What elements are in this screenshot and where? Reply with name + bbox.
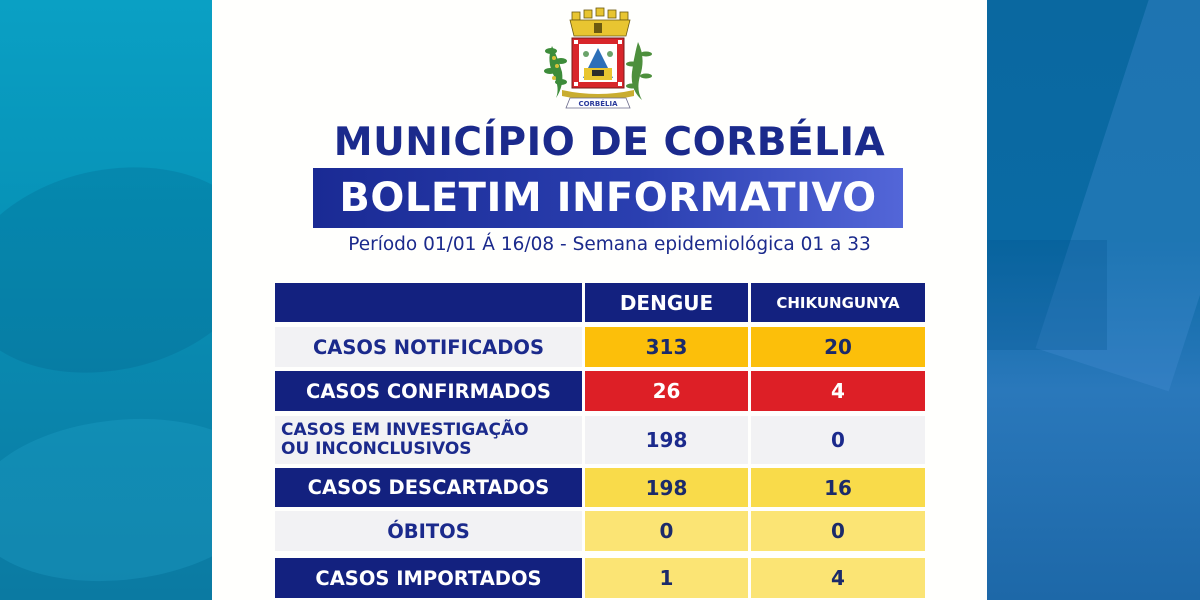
dengue-notified-value: 313 xyxy=(585,327,748,367)
municipal-crest-icon xyxy=(542,6,654,112)
row-label-discarded: CASOS DESCARTADOS xyxy=(275,468,582,507)
bulletin-panel xyxy=(212,0,987,600)
table-row xyxy=(275,468,925,507)
row-label-investigation xyxy=(275,416,582,464)
table-row xyxy=(275,371,925,411)
row-label-confirmed: CASOS CONFIRMADOS xyxy=(275,371,582,411)
svg-text:CORBÉLIA: CORBÉLIA xyxy=(578,100,618,108)
row-label-imported: CASOS IMPORTADOS xyxy=(275,558,582,598)
table-row xyxy=(275,327,925,367)
period-subtitle: Período 01/01 Á 16/08 - Semana epidemiológica 01 a 33 xyxy=(348,234,871,255)
dengue-imported-value: 1 xyxy=(585,558,748,598)
row-label-notified: CASOS NOTIFICADOS xyxy=(275,327,582,367)
dengue-discarded-value: 198 xyxy=(585,468,748,507)
chikungunya-investigation-value: 0 xyxy=(751,416,925,464)
chikungunya-confirmed-value: 4 xyxy=(751,371,925,411)
bulletin-banner: BOLETIM INFORMATIVO xyxy=(313,168,903,228)
table-row xyxy=(275,558,925,598)
table-header-row xyxy=(275,283,925,322)
chikungunya-deaths-value: 0 xyxy=(751,511,925,551)
header-chikungunya: CHIKUNGUNYA xyxy=(751,283,925,322)
background-left-photo xyxy=(0,0,212,600)
header-empty-cell xyxy=(275,283,582,322)
table-row xyxy=(275,416,925,464)
dengue-confirmed-value: 26 xyxy=(585,371,748,411)
table-row xyxy=(275,511,925,551)
row-label-investigation-line2: OU INCONCLUSIVOS xyxy=(281,439,472,459)
row-label-deaths: ÓBITOS xyxy=(275,511,582,551)
background-right-photo xyxy=(987,0,1200,600)
chikungunya-notified-value: 20 xyxy=(751,327,925,367)
row-label-investigation-line1: CASOS EM INVESTIGAÇÃO xyxy=(281,420,529,440)
chikungunya-imported-value: 4 xyxy=(751,558,925,598)
municipality-title: MUNICÍPIO DE CORBÉLIA xyxy=(333,120,886,165)
dengue-investigation-value: 198 xyxy=(585,416,748,464)
chikungunya-discarded-value: 16 xyxy=(751,468,925,507)
dengue-deaths-value: 0 xyxy=(585,511,748,551)
header-dengue: DENGUE xyxy=(585,283,748,322)
